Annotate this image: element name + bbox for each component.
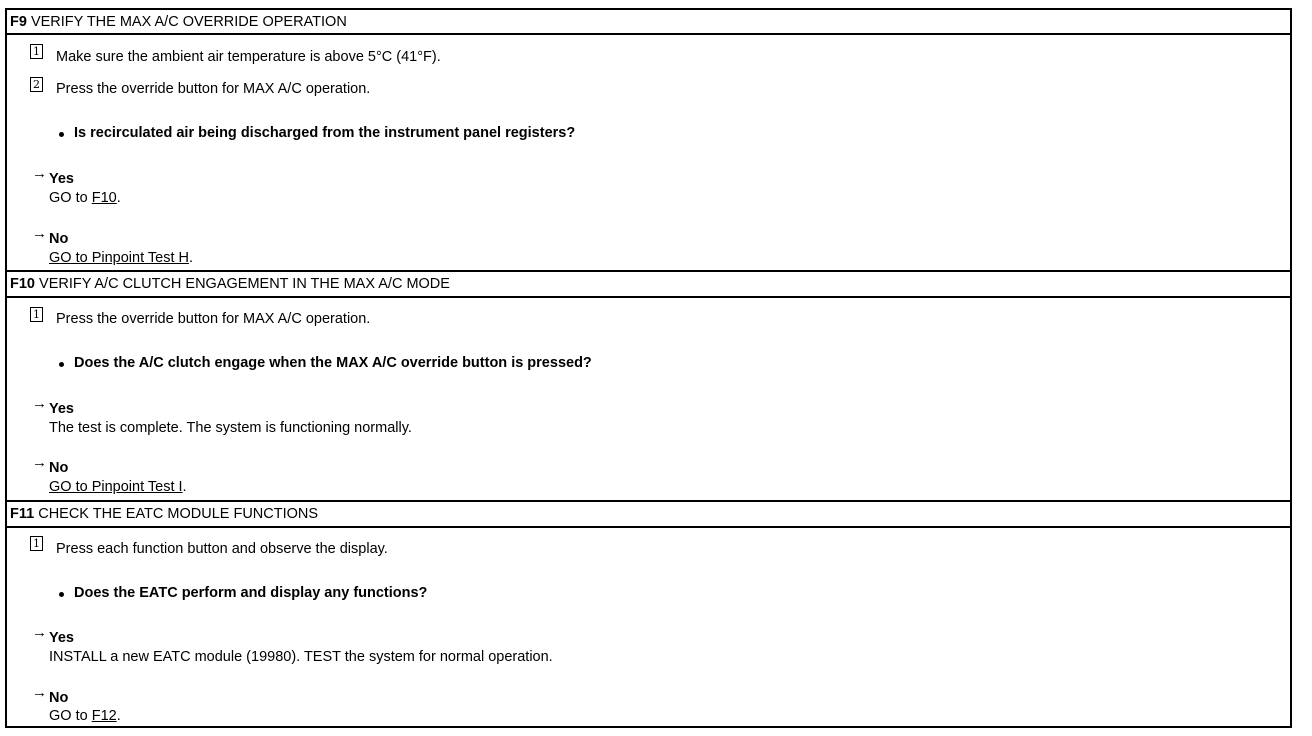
pinpoint-test-i-link[interactable]: GO to Pinpoint Test I xyxy=(49,479,183,495)
section-code: F11 xyxy=(10,506,35,522)
answer-no-label: No xyxy=(49,460,69,476)
step-text: Press each function button and observe the display. xyxy=(56,541,388,557)
question-text: Does the A/C clutch engage when the MAX A/C override button is pressed? xyxy=(74,355,592,371)
step-text: Press the override button for MAX A/C operation. xyxy=(56,81,371,97)
section-title: CHECK THE EATC MODULE FUNCTIONS xyxy=(38,506,319,522)
diagnostic-table xyxy=(5,8,1292,728)
arrow-right-icon: → xyxy=(32,395,47,412)
answer-yes-action: The test is complete. The system is functioning normally. xyxy=(49,420,412,436)
answer-no-action xyxy=(49,708,121,724)
section-title: VERIFY THE MAX A/C OVERRIDE OPERATION xyxy=(30,14,347,30)
step-number-box: 1 xyxy=(30,307,43,322)
bullet-icon xyxy=(59,132,64,137)
answer-no-action xyxy=(49,479,187,495)
action-text-end: . xyxy=(182,479,187,495)
answer-no-action xyxy=(49,250,193,266)
section-header-f9 xyxy=(7,10,1290,35)
section-header-f10 xyxy=(7,270,1290,298)
arrow-right-icon: → xyxy=(32,624,47,641)
section-code: F10 xyxy=(10,276,35,292)
section-code: F9 xyxy=(10,14,27,30)
action-text-end: . xyxy=(188,250,193,266)
answer-yes-label: Yes xyxy=(49,401,74,417)
question-text: Does the EATC perform and display any functions? xyxy=(74,585,428,601)
bullet-icon xyxy=(59,592,64,597)
action-text-end: . xyxy=(116,708,121,724)
action-text-end: . xyxy=(116,190,121,206)
step-number-box: 1 xyxy=(30,44,43,59)
arrow-right-icon: → xyxy=(32,684,47,701)
step-number-box: 2 xyxy=(30,77,43,92)
action-text: GO to xyxy=(49,708,92,724)
answer-no-label: No xyxy=(49,231,69,247)
goto-f10-link[interactable]: F10 xyxy=(91,190,117,206)
step-text: Make sure the ambient air temperature is above 5°C (41°F). xyxy=(56,49,441,65)
goto-f12-link[interactable]: F12 xyxy=(91,708,117,724)
action-text: GO to xyxy=(49,190,92,206)
answer-yes-action xyxy=(49,190,121,206)
arrow-right-icon: → xyxy=(32,165,47,182)
section-title: VERIFY A/C CLUTCH ENGAGEMENT IN THE MAX A/C MODE xyxy=(39,276,450,292)
question-text: Is recirculated air being discharged from the instrument panel registers? xyxy=(74,125,576,141)
answer-no-label: No xyxy=(49,690,69,706)
answer-yes-label: Yes xyxy=(49,171,74,187)
answer-yes-action: INSTALL a new EATC module (19980). TEST the system for normal operation. xyxy=(49,649,553,665)
arrow-right-icon: → xyxy=(32,454,47,471)
step-number-box: 1 xyxy=(30,536,43,551)
answer-yes-label: Yes xyxy=(49,630,74,646)
section-header-f11 xyxy=(7,500,1290,528)
bullet-icon xyxy=(59,362,64,367)
arrow-right-icon: → xyxy=(32,225,47,242)
step-text: Press the override button for MAX A/C operation. xyxy=(56,311,371,327)
pinpoint-test-h-link[interactable]: GO to Pinpoint Test H xyxy=(49,250,189,266)
